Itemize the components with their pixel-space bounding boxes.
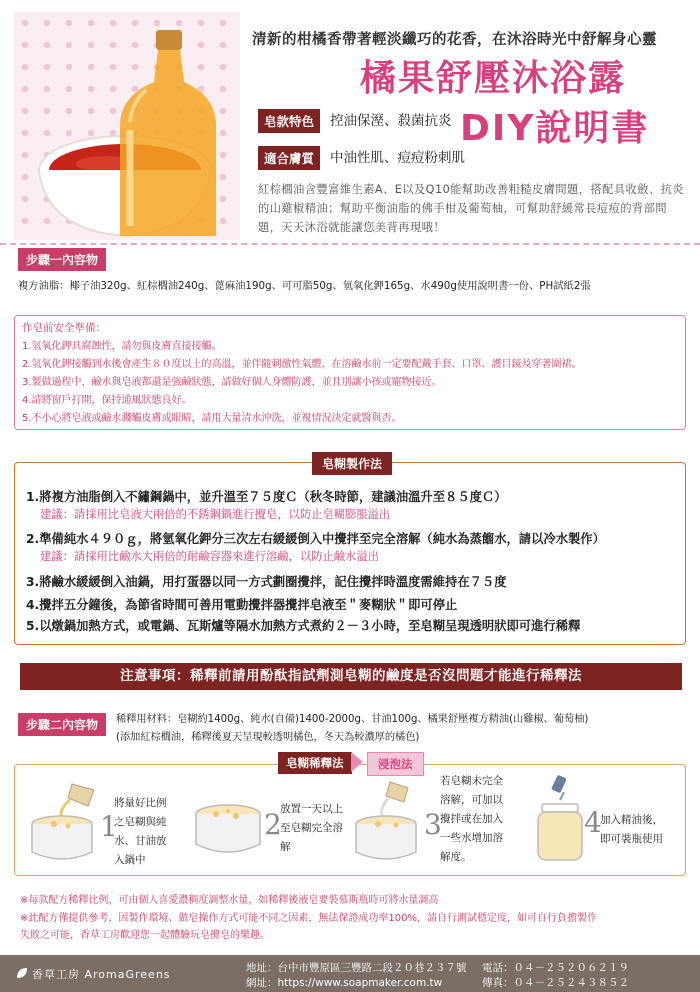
safety-item: 1.氫氧化鉀具腐蝕性，請勿與皮膚直接接觸。 (22, 341, 222, 352)
step-text-line: 至皂糊完全溶 (280, 822, 343, 834)
step-text-line: 攪拌或在加入 (440, 813, 503, 825)
step-text-line: 溶解，可加以 (440, 794, 503, 806)
soak-method-label: 浸泡法 (367, 752, 424, 776)
step2-materials: 稀釋用材料：皂糊約1400g、純水(自備)1400-2000g、甘油100g、橘果舒壓複方精油(山雞椒、葡萄柚) (116, 714, 589, 725)
step2-label: 步驟二內容物 (18, 713, 106, 736)
dilution-step-number: 4 (584, 806, 602, 839)
dilution-step-number: 2 (264, 808, 282, 841)
paste-step: 2.準備純水４９０ｇ，將氫氧化鉀分三次左右緩緩倒入中攪拌至完全溶解（純水為蒸餾水，請以冷水製作） (26, 532, 605, 546)
footnote: ※每款配方稀釋比例，可由個人喜愛濃稠度調整水量，如稀釋後液皂要裝慕斯瓶時可將水量調高 (20, 895, 439, 906)
dilution-label: 皂糊稀釋法 (278, 752, 352, 774)
step-text-line: 之皂糊與純 (114, 816, 167, 828)
jar-illustration (530, 774, 586, 862)
safety-item: 2.氫氧化鉀接觸到水後會產生８０度以上的高溫，並伴隨刺激性氣體，在溶鹼水前一定要配戴手套、口罩、護目鏡及穿著圍裙。 (22, 359, 582, 370)
pot-illustration (192, 798, 264, 860)
feature-label: 皂款特色 (258, 109, 320, 133)
step-text-line: 解度。 (440, 851, 472, 863)
paste-step: 4.攪拌五分鐘後，為節省時間可善用電動攪拌器攪拌皂液至＂麥糊狀＂即可停止 (26, 598, 458, 612)
phone-text: 電話：０４－２５２０６２１９ (482, 962, 629, 974)
page-title: 橘果舒壓沐浴露 (360, 58, 627, 99)
step-text-line: 將量好比例 (114, 797, 167, 809)
product-photo (14, 12, 240, 240)
footnote: ※此配方僅提供參考，因製作環境、做皂操作方式可能不同之因素，無法保證成功率100%，請自行測試穩定度，如可自行負擔製作 (20, 913, 597, 924)
skin-type-text: 中油性肌、痘痘粉刺肌 (330, 150, 465, 166)
paste-tip: 建議：請採用比皂液大兩倍的不銹鋼鍋進行攪皂，以防止皂糊膨脹溢出 (40, 508, 391, 521)
step-text-line: 水、甘油放 (114, 835, 167, 847)
safety-item: 3.製做過程中，鹼水與皂液都還是強鹼狀態，請做好個人身體防護，並且別讓小孩或寵物接近。 (22, 377, 442, 388)
product-description: 紅棕櫚油含豐富維生素A、E以及Q10能幫助改善粗糙皮膚問題，搭配具收斂、抗炎的山雞椒精油；幫助平衡油脂的佛手柑及葡萄柚，可幫助舒緩常長痘痘的背部問題，天天沐浴就能讓您美背再現哦！ (258, 183, 684, 234)
brand-logo: 香草工房 AromaGreens (32, 968, 171, 981)
section-divider (0, 243, 700, 245)
paste-method-title: 皂糊製作法 (312, 452, 392, 475)
dilution-step-number: 3 (424, 808, 442, 841)
step-text-line: 即可裝瓶使用 (600, 833, 663, 845)
paste-step: 3.將鹼水緩緩倒入油鍋，用打蛋器以同一方式劃圈攪拌，記住攪拌時溫度需維持在７５度 (26, 575, 507, 589)
arrow-right-icon (351, 752, 363, 772)
fax-text: 傳真：０４－２５２４３８５２ (482, 977, 629, 989)
safety-item: 5.不小心將皂液或鹼水濺觸皮膚或眼睛，請用大量清水沖洗，並視情況決定就醫與否。 (22, 413, 402, 424)
paste-tip: 建議：請採用比鹼水大兩倍的耐鹼容器來進行溶鹼，以防止鹼水溢出 (40, 550, 379, 563)
step-text-line: 入鍋中 (114, 854, 146, 866)
dilution-step-text (280, 800, 343, 857)
step-text-line: 放置一天以上 (280, 803, 343, 815)
step2-note: (添加紅棕櫚油，稀釋後夏天呈現較透明橘色，冬天為較濃厚的橘色) (116, 732, 420, 743)
pot-pour-illustration (28, 780, 102, 866)
page-subtitle: DIY說明書 (460, 108, 650, 149)
leaf-logo-icon (16, 967, 28, 979)
step-text-line: 若皂糊未完全 (440, 775, 503, 787)
skin-type-label: 適合膚質 (258, 146, 320, 170)
step1-materials: 複方油脂：椰子油320g、紅棕櫚油240g、蓖麻油190g、可可脂50g、氫氧化鉀165g、水490g使用說明書一份、PH試紙2張 (18, 280, 591, 292)
website-link[interactable]: 網址：https://www.soapmaker.com.tw (246, 977, 443, 989)
dilution-step-text (440, 772, 503, 867)
paste-step: 1.將複方油脂倒入不鏽鋼鍋中，並升溫至７５度Ｃ（秋冬時節，建議油溫升至８５度Ｃ） (26, 490, 507, 504)
step-text-line: 加入精油後， (600, 814, 663, 826)
dilution-step-text (600, 811, 663, 849)
footnote: 失敗之可能，香草工房歡迎您一起體驗玩皂攪皂的樂趣。 (20, 930, 270, 941)
step-text-line: 解 (280, 841, 291, 853)
address-text: 地址：台中市豐原區三豐路二段２０巷２３７號 (246, 962, 467, 974)
safety-title: 作皂前安全準備： (22, 322, 106, 334)
bottle-illustration (112, 30, 224, 240)
notice-bar: 注意事項：稀釋前請用酚酞指試劑測皂糊的鹼度是否沒問題才能進行稀釋法 (20, 663, 682, 690)
step1-label: 步驟一內容物 (18, 248, 106, 271)
dilution-step-text (114, 794, 167, 870)
feature-text: 控油保溼、殺菌抗炎 (330, 113, 452, 129)
pot-stir-illustration (350, 780, 424, 866)
safety-item: 4.請將窗戶打開，保持通風狀態良好。 (22, 395, 192, 406)
tagline: 清新的柑橘香帶著輕淡纖巧的花香，在沐浴時光中舒解身心靈 (252, 32, 657, 48)
dilution-step-number: 1 (100, 810, 118, 843)
paste-step: 5.以燉鍋加熱方式，或電鍋、瓦斯爐等隔水加熱方式煮約２－３小時，至皂糊呈現透明狀即可進行稀釋 (26, 619, 581, 633)
step-text-line: 一些水增加溶 (440, 832, 503, 844)
